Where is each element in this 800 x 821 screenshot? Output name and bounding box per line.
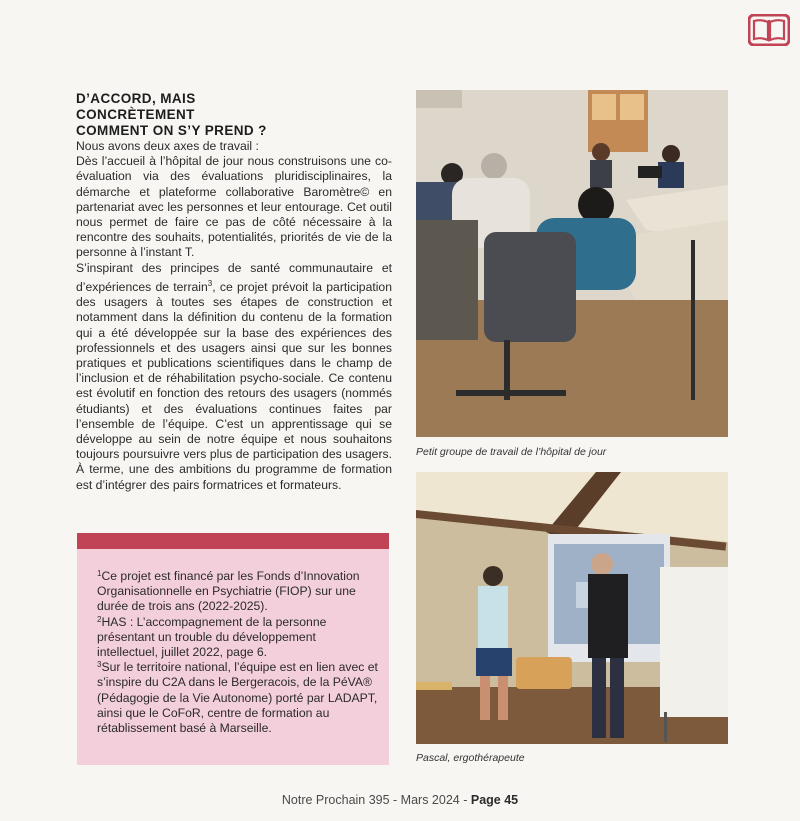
footnotes-box <box>77 533 389 765</box>
footnotes-list <box>97 569 379 736</box>
section-heading <box>76 91 396 139</box>
footnote-number: 1 <box>97 569 102 578</box>
footnote-number: 3 <box>97 660 102 670</box>
paragraph-community-health <box>76 261 392 493</box>
footnote-text: Sur le territoire national, l’équipe est en lien avec et s’inspire du C2A dans le Bergeracois, de la PéVA® (Pédagogie de la Vie Autonome) porté par LADAPT, ainsi que le CoFoR, centre de formation au rétablissement basé à Marseille. <box>97 660 378 736</box>
footnote-number: 2 <box>97 614 102 624</box>
footnote-2 <box>97 615 379 661</box>
footnote-3 <box>97 660 379 736</box>
paragraph-coevaluation: Dès l’accueil à l’hôpital de jour nous construisons une co-évaluation via des évaluations pluridisciplinaires, la démarche et plateforme collaborative Baromètre© en partenariat avec les personnes et leur entourage. Cet outil nous permet de faire ce pas de côté nécessaire à la rencontre des souhaits, potentialités, priorités de vie de la personne à l’instant T. <box>76 154 392 260</box>
group-work-photo <box>416 90 728 437</box>
footer-page-number: Page 45 <box>470 793 519 807</box>
heading-line-3: COMMENT ON S’Y PREND ? <box>76 123 267 138</box>
page-footer <box>0 793 800 807</box>
heading-line-1: D’ACCORD, MAIS <box>76 91 196 106</box>
footnote-1 <box>97 569 379 615</box>
paragraph-intro: Nous avons deux axes de travail : <box>76 139 259 153</box>
heading-line-2: CONCRÈTEMENT <box>76 107 195 122</box>
footer-publication: Notre Prochain 395 - Mars 2024 - <box>281 793 471 807</box>
footnote-text: Ce projet est financé par les Fonds d’Innovation Organisationnelle en Psychiatrie (FIOP) sur une durée de trois ans (2022-2025). <box>97 569 360 614</box>
paragraph-text-end: , ce projet prévoit la participation des usagers à toutes ses étapes de construction et notamment dans la définition du contenu de la formation qui a été développée sur la base des expériences des professionnels et des usagers ainsi que sur les bonnes pratiques et publications scientifiques dans le champ de l’inclusion et de réhabilitation psycho-sociale. Ce contenu est évolutif en fonction des retours des usagers (nommés étudiants) et des évaluations continues faites par l’ensemble de l’équipe. C’est un apprentissage qui se développe au sein de notre équipe et nous souhaitons toujours poursuivre vers plus de participation des usagers. À terme, une des ambitions du programme de formation est d’intégrer des pairs formatrices et formateurs. <box>76 279 392 492</box>
book-icon <box>748 14 790 46</box>
paragraph-text-start: S’inspirant des principes de santé communautaire et d’expériences de terrain <box>76 260 392 294</box>
photo-caption-presentation: Pascal, ergothérapeute <box>416 752 525 764</box>
footnote-ref: 3 <box>207 278 213 288</box>
footnote-text: HAS : L’accompagnement de la personne présentant un trouble du développement intellectuel, juillet 2022, page 6. <box>97 614 327 660</box>
group-work-photo-illustration <box>416 90 728 437</box>
presentation-photo <box>416 472 728 744</box>
presentation-photo-illustration <box>416 472 728 744</box>
article-body <box>76 139 392 493</box>
footnotes-accent-bar <box>77 533 389 549</box>
photo-caption-group: Petit groupe de travail de l’hôpital de jour <box>416 446 607 458</box>
